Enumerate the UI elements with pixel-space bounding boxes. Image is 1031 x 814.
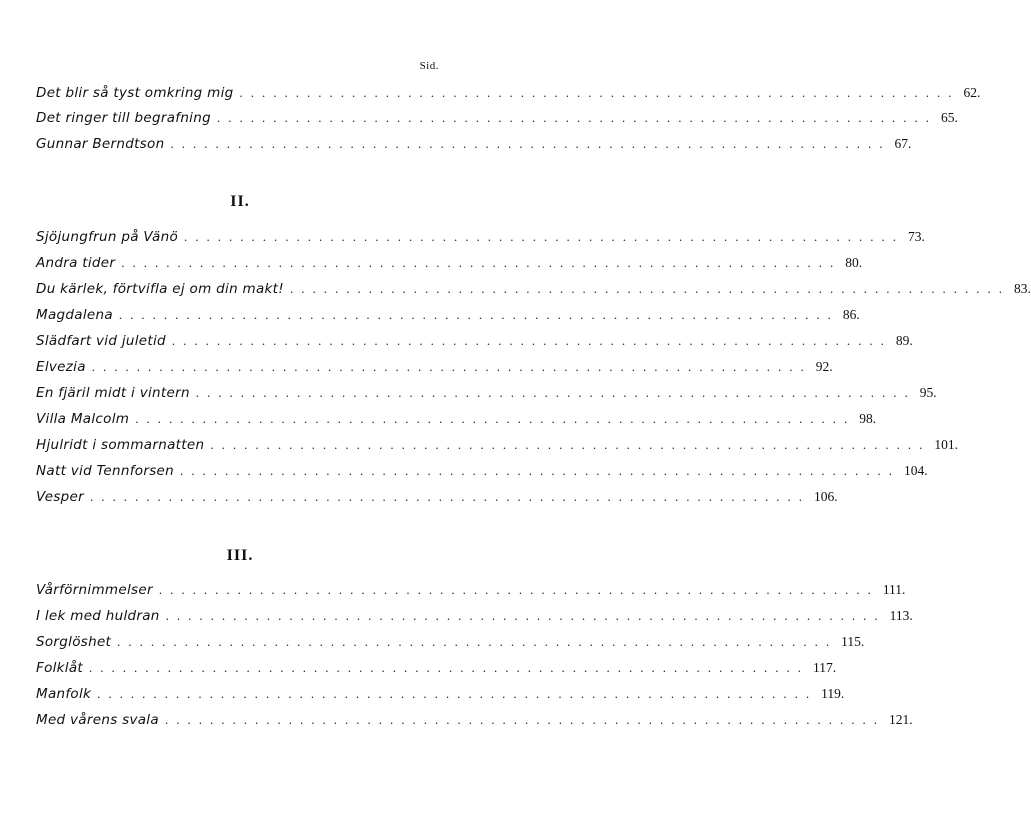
toc-entry (36, 660, 837, 682)
toc-entry-page: 92. (815, 359, 833, 374)
dot-leader: ................................................................ (97, 686, 818, 701)
toc-entry-page: 95. (919, 385, 937, 400)
toc-entry-page: 113. (889, 608, 913, 623)
dot-leader: ................................................................ (289, 281, 1010, 296)
toc-entry (36, 608, 913, 630)
toc-entry-page: 67. (894, 136, 912, 151)
toc-entry-title: Folklåt (36, 660, 84, 676)
toc-entry-title: Hjulridt i sommarnatten (36, 437, 205, 453)
toc-entry-title: Manfolk (36, 686, 92, 702)
toc-entry (36, 136, 912, 158)
toc-entry-page: 86. (842, 307, 860, 322)
toc-entry (36, 712, 913, 734)
toc-entry-page: 115. (841, 634, 865, 649)
toc-entry-title: Det blir så tyst omkring mig (36, 85, 234, 101)
dot-leader: ................................................................ (135, 411, 856, 426)
toc-entry (36, 437, 958, 459)
toc-entry-page: 89. (895, 333, 913, 348)
toc-entry-page: 101. (934, 437, 958, 452)
toc-entry (36, 85, 981, 107)
toc-entry-title: Villa Malcolm (36, 411, 130, 427)
section-heading-ii: II. (230, 193, 250, 210)
toc-entry (36, 582, 906, 604)
page-column-label: Sid. (419, 60, 439, 72)
toc-entry-page: 65. (940, 110, 958, 125)
toc-entry-title: Natt vid Tennforsen (36, 463, 175, 479)
toc-entry-title: I lek med huldran (36, 608, 160, 624)
toc-entry (36, 255, 863, 277)
toc-entry (36, 634, 865, 656)
toc-entry (36, 686, 845, 708)
toc-entry-title: Sorglöshet (36, 634, 112, 650)
toc-entry (36, 489, 838, 511)
section-heading-iii: III. (226, 547, 254, 564)
toc-entry-page: 62. (963, 85, 981, 100)
dot-leader: ................................................................ (171, 333, 892, 348)
toc-entry-page: 98. (859, 411, 877, 426)
toc-entry (36, 333, 913, 355)
toc-entry-page: 117. (813, 660, 837, 675)
dot-leader: ................................................................ (165, 608, 886, 623)
dot-leader: ................................................................ (121, 255, 842, 270)
toc-entry (36, 463, 928, 485)
toc-entry (36, 385, 937, 407)
dot-leader: ................................................................ (239, 85, 960, 100)
toc-entry-title: Slädfart vid juletid (36, 333, 166, 349)
dot-leader: ................................................................ (90, 489, 811, 504)
toc-entry-title: Andra tider (36, 255, 116, 271)
toc-entry (36, 411, 877, 433)
dot-leader: ................................................................ (170, 136, 891, 151)
toc-entry-page: 104. (904, 463, 928, 478)
dot-leader: ................................................................ (195, 385, 916, 400)
toc-entry-title: Sjöjungfrun på Vänö (36, 229, 179, 245)
toc-entry-page: 106. (814, 489, 838, 504)
toc-entry-title: Gunnar Berndtson (36, 136, 165, 152)
toc-entry-page: 80. (845, 255, 863, 270)
dot-leader: ................................................................ (164, 712, 885, 727)
toc-entry-title: Med vårens svala (36, 712, 159, 728)
toc-entry-page: 111. (882, 582, 906, 597)
dot-leader: ................................................................ (158, 582, 879, 597)
toc-entry-page: 121. (888, 712, 913, 727)
dot-leader: ................................................................ (91, 359, 812, 374)
dot-leader: ................................................................ (184, 229, 905, 244)
toc-entry-page: 73. (908, 229, 925, 244)
dot-leader: ................................................................ (210, 437, 931, 452)
toc-entry-title: Vårförnimmelser (36, 582, 153, 598)
toc-entry-title: Magdalena (36, 307, 113, 323)
dot-leader: ................................................................ (117, 634, 838, 649)
toc-entry-page: 83. (1013, 281, 1031, 296)
toc-entry (36, 281, 1031, 303)
toc-entry-title: Du kärlek, förtvifla ej om din makt! (36, 281, 284, 297)
toc-entry (36, 229, 925, 251)
toc-entry-title: En fjäril midt i vintern (36, 385, 190, 401)
toc-entry-page: 119. (821, 686, 845, 701)
dot-leader: ................................................................ (216, 110, 937, 125)
toc-entry-title: Elvezia (36, 359, 86, 375)
dot-leader: ................................................................ (180, 463, 901, 478)
toc-entry (36, 359, 833, 381)
toc-entry (36, 110, 958, 132)
toc-entry-title: Vesper (36, 489, 85, 505)
dot-leader: ................................................................ (118, 307, 839, 322)
dot-leader: ................................................................ (89, 660, 810, 675)
toc-entry-title: Det ringer till begrafning (36, 110, 211, 126)
toc-entry (36, 307, 860, 329)
